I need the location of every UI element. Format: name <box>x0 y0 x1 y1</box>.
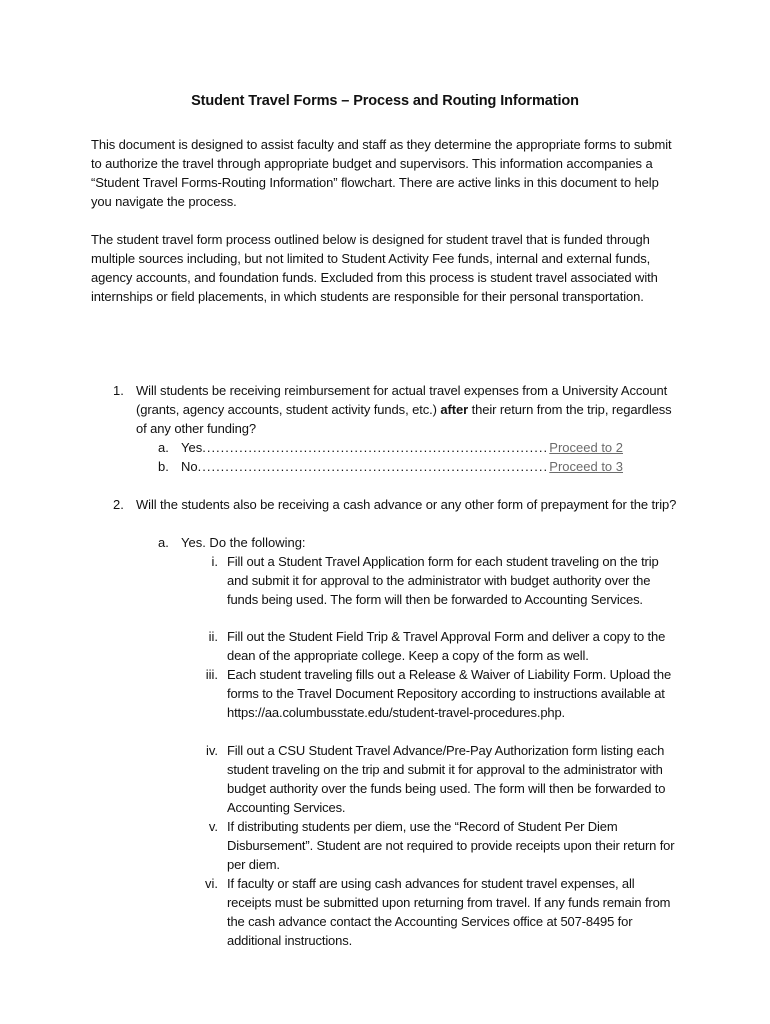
item-iv-text: Fill out a CSU Student Travel Advance/Pre-Pay Authorization form listing each student traveling on the trip and submit it for approval to the administrator with budget authority over the funds being used. The form will then be forwarded to Accounting Services. <box>227 743 666 815</box>
item-v-number: v. <box>208 819 218 834</box>
page-title: Student Travel Forms – Process and Routing Information <box>191 93 579 109</box>
item-v-text: If distributing students per diem, use the “Record of Student Per Diem Disbursement”. Student are not required to provide receipts upon their return for per diem. <box>227 819 675 872</box>
proceed-to-3-link[interactable]: Proceed to 3 <box>549 459 623 474</box>
item-iii-text: Each student traveling fills out a Release & Waiver of Liability Form. Upload the forms to the Travel Document Repository according to instructions available at https://aa.columbusstate.edu/student-travel-procedures.php. <box>227 667 672 720</box>
question-2-sub-letter: a. <box>158 535 169 550</box>
item-ii-number: ii. <box>208 629 218 644</box>
scope-paragraph: The student travel form process outlined below is designed for student travel that is funded through multiple sources including, but not limited to Student Activity Fee funds, internal and external funds, agency accounts, and foundation funds. Excluded from this process is student travel associated with internships or field placements, in which students are responsible for their personal transportation. <box>91 232 658 304</box>
question-1-text-after: their return from the trip, regardless of any other funding? <box>136 402 672 436</box>
question-1-text-before: Will students be receiving reimbursement for actual travel expenses from a University Account (grants, agency accounts, student activity funds, etc.) <box>136 383 668 417</box>
option-b-leader-dots <box>198 457 550 476</box>
question-1-text <box>136 381 681 438</box>
option-b-row <box>181 457 623 476</box>
option-a-leader-dots <box>202 438 549 457</box>
question-2-text: Will the students also be receiving a cash advance or any other form of prepayment for the trip? <box>136 497 677 512</box>
question-1-number: 1. <box>113 383 124 398</box>
item-vi-text: If faculty or staff are using cash advances for student travel expenses, all receipts must be submitted upon returning from travel. If any funds remain from the cash advance contact the Accounting Services office at 507-8495 for additional instructions. <box>227 876 671 948</box>
item-iv-number: iv. <box>205 743 218 758</box>
item-i-number: i. <box>211 554 218 569</box>
option-a-row <box>181 438 623 457</box>
option-a-letter: a. <box>158 440 169 455</box>
option-b-label: No <box>181 459 198 474</box>
question-2-number: 2. <box>113 497 124 512</box>
question-1-text-bold: after <box>440 402 469 417</box>
item-vi-number: vi. <box>205 876 218 891</box>
proceed-to-2-link[interactable]: Proceed to 2 <box>549 440 623 455</box>
item-i-text: Fill out a Student Travel Application form for each student traveling on the trip and submit it for approval to the administrator with budget authority over the funds being used. The form will then be forwarded to Accounting Services. <box>227 554 659 607</box>
option-a-label: Yes <box>181 440 203 455</box>
item-ii-text: Fill out the Student Field Trip & Travel Approval Form and deliver a copy to the dean of the appropriate college. Keep a copy of the form as well. <box>227 629 666 663</box>
question-2-sub-text: Yes. Do the following: <box>181 535 306 550</box>
intro-paragraph: This document is designed to assist faculty and staff as they determine the appropriate forms to submit to authorize the travel through appropriate budget and supervisors. This information accompanies a “Student Travel Forms-Routing Information” flowchart. There are active links in this document to help you navigate the process. <box>91 137 672 209</box>
item-iii-number: iii. <box>205 667 218 682</box>
option-b-letter: b. <box>158 459 169 474</box>
